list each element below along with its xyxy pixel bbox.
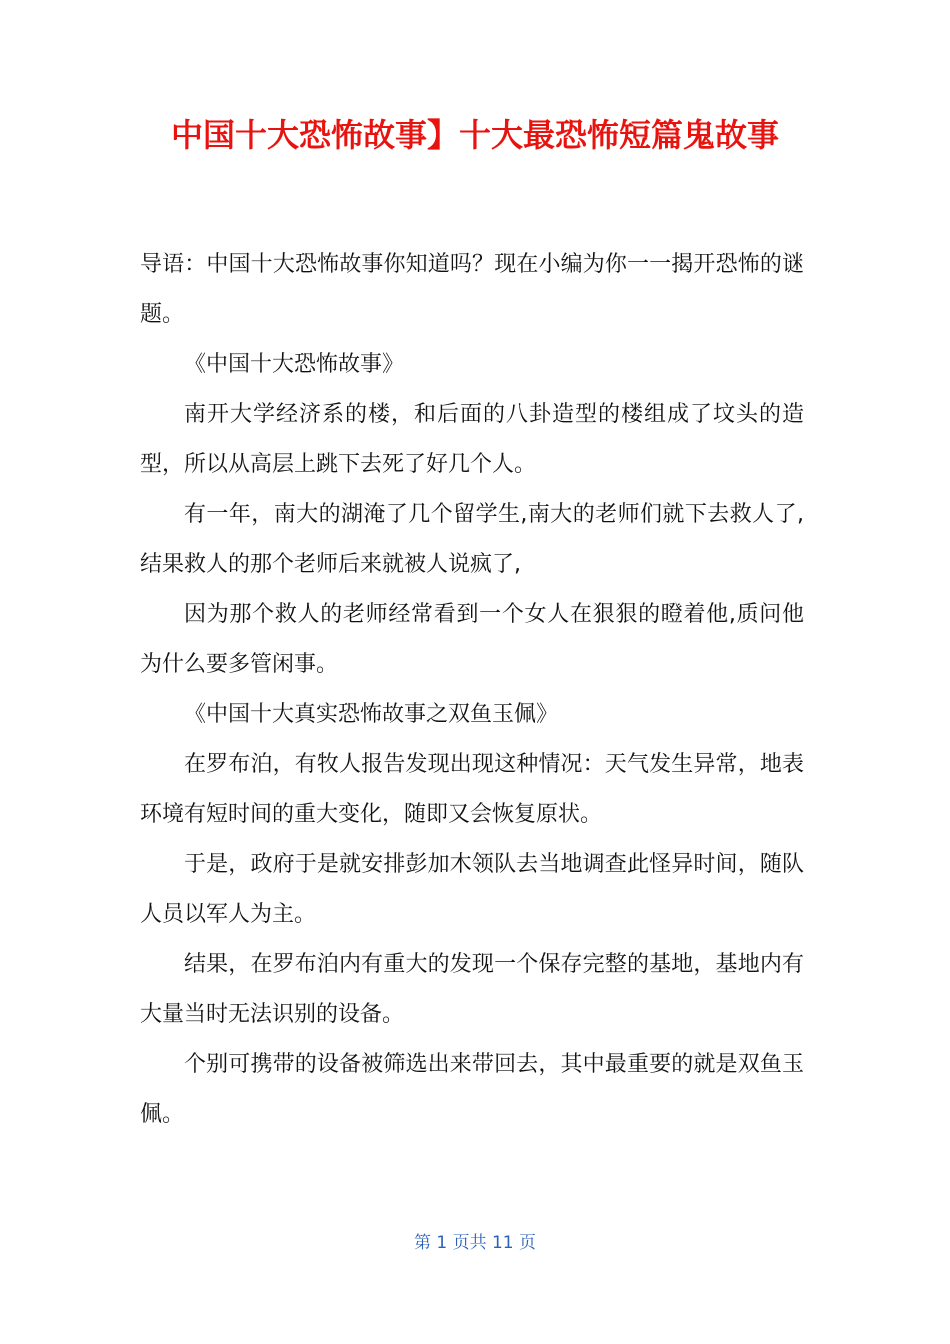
- paragraph-section-heading-2: 《中国十大真实恐怖故事之双鱼玉佩》: [184, 702, 559, 727]
- paragraph-section-heading-1: 《中国十大恐怖故事》: [184, 352, 405, 377]
- document-body: [140, 240, 804, 1140]
- document-title: 中国十大恐怖故事】十大最恐怖短篇鬼故事: [170, 116, 779, 154]
- paragraph: 结果，在罗布泊内有重大的发现一个保存完整的基地，基地内有大量当时无法识别的设备。: [140, 952, 804, 1027]
- paragraph: 南开大学经济系的楼，和后面的八卦造型的楼组成了坟头的造型，所以从高层上跳下去死了好几个人。: [140, 402, 804, 477]
- paragraph: 有一年，南大的湖淹了几个留学生,南大的老师们就下去救人了,结果救人的那个老师后来就被人说疯了,: [140, 502, 804, 577]
- paragraph: 个别可携带的设备被筛选出来带回去，其中最重要的就是双鱼玉佩。: [140, 1052, 804, 1127]
- paragraph-intro: 导语：中国十大恐怖故事你知道吗？现在小编为你一一揭开恐怖的谜题。: [140, 252, 804, 327]
- page-indicator: 第 1 页共 11 页: [413, 1233, 537, 1253]
- paragraph: 在罗布泊，有牧人报告发现出现这种情况：天气发生异常，地表环境有短时间的重大变化，随即又会恢复原状。: [140, 752, 804, 827]
- paragraph: 于是，政府于是就安排彭加木领队去当地调查此怪异时间，随队人员以军人为主。: [140, 852, 804, 927]
- paragraph: 因为那个救人的老师经常看到一个女人在狠狠的瞪着他,质问他为什么要多管闲事。: [140, 602, 804, 677]
